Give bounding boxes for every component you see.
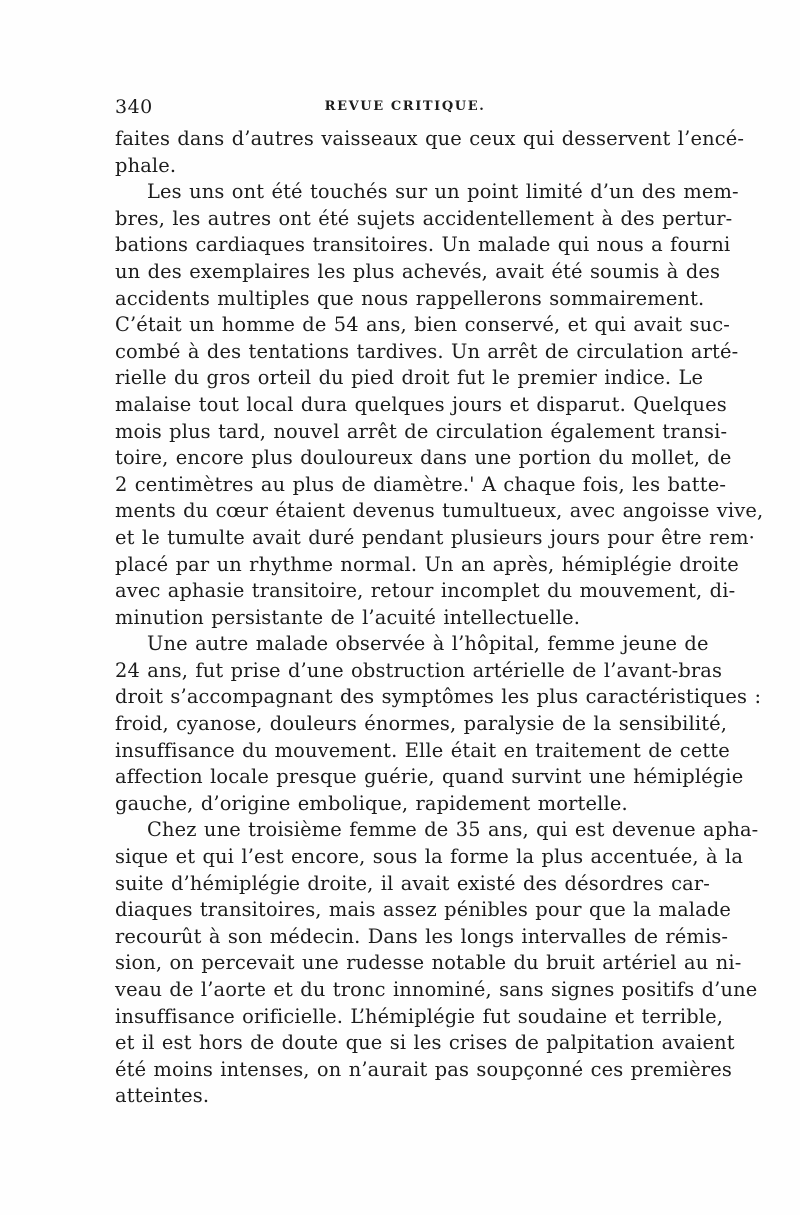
text-line: bres, les autres ont été sujets accidentellement à des pertur- [115,206,733,230]
paragraph [115,631,762,817]
body-text [115,126,764,1110]
text-line: diaques transitoires, mais assez pénibles pour que la malade [115,898,732,922]
text-line: sion, on percevait une rudesse notable du bruit artériel au ni- [115,951,742,975]
text-line: atteintes. [115,1084,210,1108]
text-line: rielle du gros orteil du pied droit fut le premier indice. Le [115,366,704,390]
text-line: et il est hors de doute que si les crises de palpitation avaient [115,1031,735,1055]
paragraph [115,126,745,179]
text-line: droit s’accompagnant des symptômes les plus caractéristiques : [115,685,762,709]
text-line: ments du cœur étaient devenus tumultueux, avec angoisse vive, [115,499,764,523]
text-line: froid, cyanose, douleurs énormes, paralysie de la sensibilité, [115,712,728,736]
text-line: et le tumulte avait duré pendant plusieurs jours pour être rem· [115,525,755,549]
text-line: Chez une troisième femme de 35 ans, qui est devenue apha- [147,818,759,842]
text-line: Une autre malade observée à l’hôpital, femme jeune de [147,632,709,656]
text-line: minution persistante de l’acuité intellectuelle. [115,605,581,629]
text-line: affection locale presque guérie, quand survint une hémiplégie [115,765,744,789]
text-line: placé par un rhythme normal. Un an après, hémiplégie droite [115,552,739,576]
paragraph [115,817,759,1110]
text-line: 2 centimètres au plus de diamètre.' A chaque fois, les batte- [115,472,727,496]
text-line: phale. [115,153,177,177]
text-line: Les uns ont été touchés sur un point limité d’un des mem- [147,180,739,204]
text-line: faites dans d’autres vaisseaux que ceux qui desservent l’encé- [115,127,745,150]
text-line: gauche, d’origine embolique, rapidement mortelle. [115,791,628,815]
running-head [115,96,695,120]
text-line: accidents multiples que nous rappellerons sommairement. [115,286,705,310]
text-line: sique et qui l’est encore, sous la forme la plus accentuée, à la [115,845,744,869]
text-line: été moins intenses, on n’aurait pas soupçonné ces premières [115,1057,732,1081]
text-line: insuffisance du mouvement. Elle était en traitement de cette [115,738,730,762]
text-line: avec aphasie transitoire, retour incomplet du mouvement, di- [115,579,736,603]
text-line: un des exemplaires les plus achevés, avait été soumis à des [115,259,721,283]
text-line: malaise tout local dura quelques jours et disparut. Quelques [115,392,727,416]
journal-title: REVUE CRITIQUE. [324,99,486,114]
text-line: veau de l’aorte et du tronc innominé, sans signes positifs d’une [115,978,758,1001]
page-number: 340 [115,96,153,118]
text-line: bations cardiaques transitoires. Un malade qui nous a fourni [115,233,731,257]
text-line: mois plus tard, nouvel arrêt de circulation également transi- [115,419,728,443]
text-line: recourût à son médecin. Dans les longs intervalles de rémis- [115,924,729,948]
text-line: 24 ans, fut prise d’une obstruction artérielle de l’avant-bras [115,658,723,682]
paragraph [115,179,764,631]
text-line: C’était un homme de 54 ans, bien conservé, et qui avait suc- [115,313,730,337]
text-line: combé à des tentations tardives. Un arrêt de circulation arté- [115,339,739,363]
text-line: suite d’hémiplégie droite, il avait existé des désordres car- [115,871,710,895]
text-line: toire, encore plus douloureux dans une portion du mollet, de [115,446,732,470]
text-line: insuffisance orificielle. L’hémiplégie fut soudaine et terrible, [115,1004,724,1028]
